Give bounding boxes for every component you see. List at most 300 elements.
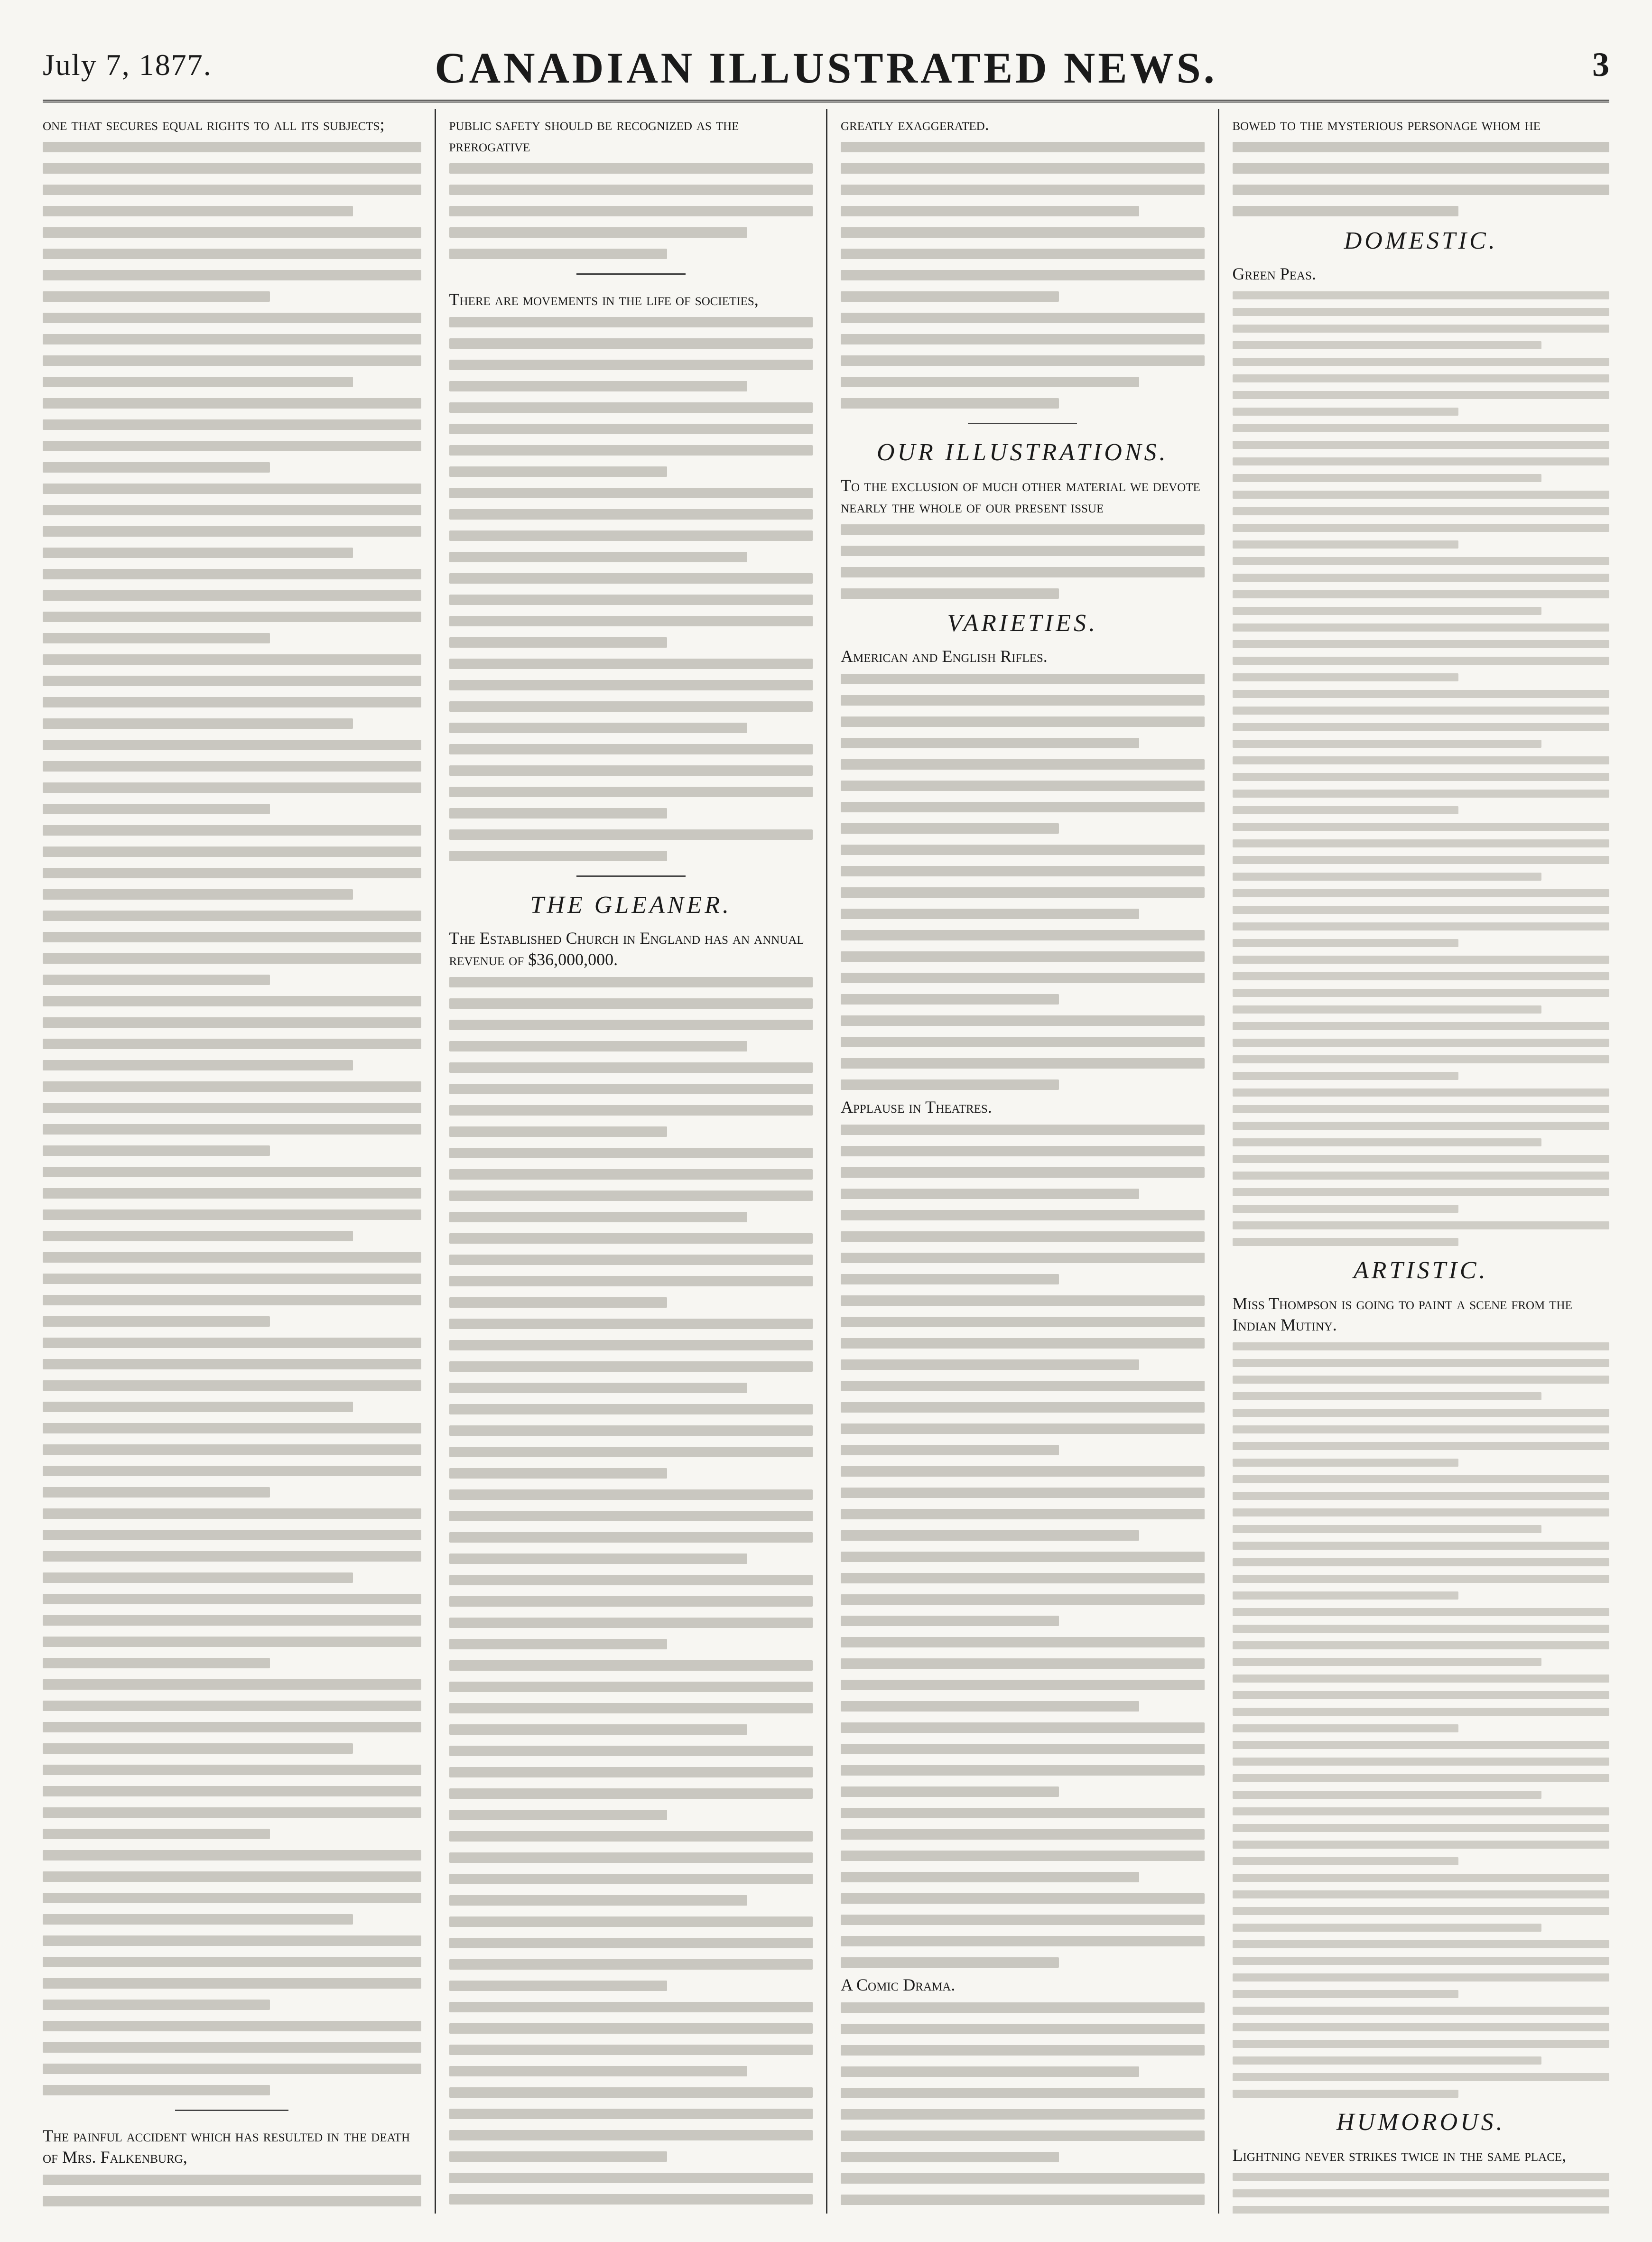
text-line-rule (841, 2088, 1205, 2098)
text-line-rule (1233, 1940, 1610, 1948)
text-line-rule (841, 1317, 1205, 1327)
text-line-rule (841, 1037, 1205, 1047)
text-line-rule (43, 1701, 421, 1711)
text-line-rule (841, 163, 1205, 174)
text-line-rule (449, 1062, 813, 1073)
text-line-rule (43, 313, 421, 323)
text-line-rule (449, 381, 748, 391)
text-line-rule (43, 740, 421, 750)
text-line-rule (449, 1767, 813, 1777)
text-line-rule (1233, 2040, 1610, 2048)
text-line-rule (449, 1404, 813, 1414)
text-line-rule (43, 163, 421, 174)
text-line-rule (841, 930, 1205, 940)
text-line-rule (1233, 1409, 1610, 1417)
text-line-rule (841, 2024, 1205, 2034)
text-line-rule (1233, 1691, 1610, 1699)
text-line-rule (1233, 1608, 1610, 1616)
text-line-rule (43, 996, 421, 1006)
text-line-rule (1233, 2007, 1610, 2015)
text-line-rule (1233, 989, 1610, 997)
text-line-rule (449, 1191, 813, 1201)
text-line-rule (1233, 1172, 1610, 1180)
text-line-rule (841, 1167, 1205, 1178)
text-line-rule (841, 291, 1059, 302)
text-line-rule (449, 1788, 813, 1799)
text-lines (43, 142, 421, 2095)
text-line-rule (841, 1058, 1205, 1069)
text-line-rule (449, 185, 813, 195)
text-line-rule (43, 633, 270, 643)
text-lines (841, 2002, 1205, 2214)
text-lines (1233, 1342, 1610, 2098)
text-line-rule (43, 355, 421, 366)
text-line-rule (449, 2023, 813, 2034)
text-line-rule (449, 1554, 748, 1564)
text-line-rule (1233, 1492, 1610, 1500)
text-line-rule (841, 1808, 1205, 1818)
text-line-rule (1233, 1138, 1541, 1146)
text-line-rule (43, 291, 270, 302)
text-line-rule (841, 759, 1205, 770)
text-line-rule (449, 1916, 813, 1927)
text-line-rule (43, 697, 421, 707)
text-lines (1233, 291, 1610, 1246)
gleaner-heading: THE GLEANER. (530, 892, 732, 919)
text-line-rule (43, 1594, 421, 1604)
text-line-rule (43, 1017, 421, 1028)
text-line-rule (43, 1765, 421, 1775)
column-2-lead: public safety should be recognized as the prerogative (449, 115, 739, 155)
text-line-rule (43, 2196, 421, 2206)
text-line-rule (1233, 1708, 1610, 1716)
column-4 (1218, 109, 1610, 2214)
text-line-rule (1233, 507, 1610, 515)
text-line-rule (449, 1041, 748, 1051)
text-line-rule (449, 249, 668, 259)
text-lines (841, 524, 1205, 599)
text-line-rule (841, 546, 1205, 556)
text-line-rule (841, 567, 1205, 577)
text-line-rule (449, 573, 813, 584)
text-line-rule (449, 1319, 813, 1329)
text-line-rule (1233, 673, 1459, 681)
text-line-rule (1233, 1039, 1610, 1047)
text-line-rule (449, 2109, 813, 2119)
text-line-rule (1233, 1442, 1610, 1450)
text-line-rule (1233, 1675, 1610, 1683)
text-line-rule (841, 1079, 1059, 1090)
text-line-rule (449, 1810, 668, 1820)
text-line-rule (841, 1573, 1205, 1583)
text-line-rule (841, 1786, 1059, 1797)
text-line-rule (841, 1957, 1059, 1968)
text-line-rule (43, 2175, 421, 2185)
text-line-rule (449, 1020, 813, 1030)
text-line-rule (841, 1616, 1059, 1626)
text-line-rule (43, 505, 421, 515)
text-line-rule (841, 2045, 1205, 2056)
text-line-rule (449, 1511, 813, 1521)
text-line-rule (841, 185, 1205, 195)
text-line-rule (449, 1575, 813, 1585)
text-line-rule (43, 911, 421, 921)
text-line-rule (1233, 1525, 1541, 1533)
text-line-rule (841, 1189, 1139, 1199)
text-line-rule (43, 1444, 421, 1455)
text-line-rule (449, 829, 813, 840)
text-line-rule (449, 2045, 813, 2055)
text-line-rule (1233, 1558, 1610, 1566)
text-line-rule (1233, 2206, 1610, 2214)
text-line-rule (449, 595, 813, 605)
text-line-rule (1233, 1741, 1610, 1749)
text-line-rule (449, 227, 748, 238)
text-line-rule (1233, 1957, 1610, 1965)
text-line-rule (43, 206, 353, 216)
text-line-rule (449, 2002, 813, 2012)
column-3-lead: greatly exaggerated. (841, 115, 989, 134)
text-line-rule (1233, 607, 1541, 615)
text-line-rule (841, 845, 1205, 855)
text-line-rule (1233, 1238, 1459, 1246)
text-line-rule (1233, 1641, 1610, 1649)
text-line-rule (1233, 956, 1610, 964)
text-line-rule (43, 676, 421, 686)
text-line-rule (449, 851, 668, 861)
text-line-rule (449, 1532, 813, 1543)
text-line-rule (841, 1231, 1205, 1242)
text-line-rule (1233, 1459, 1459, 1467)
text-line-rule (449, 2087, 813, 2098)
text-line-rule (449, 163, 813, 174)
section-divider (175, 2110, 288, 2111)
text-line-rule (449, 744, 813, 754)
text-line-rule (43, 419, 421, 430)
text-line-rule (1233, 1791, 1541, 1799)
text-line-rule (1233, 939, 1459, 947)
text-line-rule (841, 1445, 1059, 1455)
text-line-rule (43, 2000, 270, 2010)
text-line-rule (43, 782, 421, 793)
text-line-rule (841, 1893, 1205, 1904)
text-line-rule (43, 1807, 421, 1818)
text-line-rule (449, 1831, 813, 1842)
text-lines (43, 2175, 421, 2214)
text-line-rule (1233, 325, 1610, 333)
text-line-rule (841, 1872, 1139, 1882)
text-lines (841, 674, 1205, 1090)
text-line-rule (43, 334, 421, 344)
text-line-rule (841, 1359, 1139, 1370)
text-line-rule (43, 1380, 421, 1391)
text-line-rule (1233, 1221, 1610, 1229)
article-columns (43, 109, 1609, 2214)
text-line-rule (841, 334, 1205, 344)
text-line-rule (1233, 185, 1610, 195)
artistic-lead: Miss Thompson is going to paint a scene from the Indian Mutiny. (1232, 1294, 1572, 1334)
text-line-rule (449, 1233, 813, 1244)
text-line-rule (841, 2066, 1139, 2077)
text-line-rule (841, 1295, 1205, 1306)
text-line-rule (43, 1316, 270, 1327)
text-line-rule (1233, 540, 1459, 549)
text-line-rule (449, 360, 813, 370)
text-line-rule (43, 1978, 421, 1989)
text-line-rule (43, 185, 421, 195)
text-line-rule (1233, 690, 1610, 698)
text-line-rule (1233, 906, 1610, 914)
text-line-rule (841, 1530, 1139, 1541)
text-line-rule (841, 1722, 1205, 1733)
text-line-rule (449, 402, 813, 413)
text-line-rule (1233, 408, 1459, 416)
text-line-rule (841, 695, 1205, 706)
text-line-rule (449, 787, 813, 797)
text-line-rule (43, 1402, 353, 1412)
text-line-rule (449, 1169, 813, 1180)
text-line-rule (43, 1231, 353, 1241)
text-line-rule (449, 680, 813, 690)
text-line-rule (841, 951, 1205, 962)
text-line-rule (841, 377, 1139, 387)
text-line-rule (43, 1786, 421, 1796)
text-line-rule (1233, 424, 1610, 432)
text-line-rule (43, 804, 270, 814)
text-line-rule (449, 1468, 668, 1479)
text-line-rule (841, 206, 1139, 216)
text-line-rule (1233, 557, 1610, 565)
text-line-rule (1233, 2189, 1610, 2197)
text-line-rule (841, 1488, 1205, 1498)
domestic-heading: DOMESTIC. (1344, 227, 1498, 254)
text-line-rule (1233, 142, 1610, 152)
text-line-rule (43, 2085, 270, 2095)
text-line-rule (43, 1508, 421, 1519)
text-line-rule (43, 825, 421, 836)
text-line-rule (449, 723, 748, 733)
text-line-rule (1233, 2173, 1610, 2181)
text-line-rule (1233, 657, 1610, 665)
text-line-rule (43, 2064, 421, 2074)
text-line-rule (449, 1489, 813, 1500)
text-line-rule (43, 1893, 421, 1903)
text-line-rule (1233, 707, 1610, 715)
text-line-rule (841, 1381, 1205, 1391)
text-line-rule (841, 866, 1205, 876)
text-line-rule (449, 1447, 813, 1457)
text-line-rule (841, 2130, 1205, 2141)
text-line-rule (449, 977, 813, 987)
text-line-rule (43, 612, 421, 622)
text-line-rule (449, 1340, 813, 1350)
text-line-rule (43, 526, 421, 537)
text-line-rule (43, 1487, 270, 1498)
text-line-rule (1233, 1475, 1610, 1483)
text-line-rule (841, 1402, 1205, 1413)
text-line-rule (1233, 391, 1610, 399)
text-line-rule (1233, 1774, 1610, 1782)
text-line-rule (841, 802, 1205, 812)
text-line-rule (43, 2042, 421, 2053)
text-line-rule (1233, 1841, 1610, 1849)
text-line-rule (841, 1552, 1205, 1562)
text-lines (449, 977, 813, 2214)
text-line-rule (449, 530, 813, 541)
text-line-rule (449, 1297, 668, 1308)
text-line-rule (841, 994, 1059, 1005)
text-line-rule (1233, 291, 1610, 299)
text-line-rule (841, 674, 1205, 684)
text-line-rule (449, 317, 813, 327)
text-line-rule (841, 781, 1205, 791)
text-line-rule (43, 1572, 353, 1583)
text-line-rule (1233, 806, 1459, 814)
text-line-rule (449, 1959, 813, 1970)
illustrations-heading: OUR ILLUSTRATIONS. (876, 439, 1169, 466)
text-line-rule (1233, 1508, 1610, 1516)
column-1 (43, 109, 435, 2214)
text-line-rule (1233, 1392, 1541, 1400)
text-line-rule (841, 1680, 1205, 1690)
text-line-rule (449, 1703, 813, 1713)
text-line-rule (43, 847, 421, 857)
text-line-rule (449, 1852, 813, 1863)
text-line-rule (43, 1658, 270, 1668)
text-line-rule (43, 1722, 421, 1732)
text-line-rule (1233, 1874, 1610, 1882)
varieties-heading: VARIETIES. (947, 610, 1098, 637)
text-line-rule (1233, 922, 1610, 930)
text-line-rule (449, 2066, 748, 2076)
artistic-heading: ARTISTIC. (1353, 1257, 1488, 1284)
text-line-rule (841, 1146, 1205, 1156)
text-line-rule (841, 1338, 1205, 1349)
text-line-rule (1233, 640, 1610, 648)
text-line-rule (449, 1361, 813, 1372)
text-line-rule (43, 1274, 421, 1284)
text-line-rule (841, 270, 1205, 280)
text-line-rule (43, 1124, 421, 1135)
text-line-rule (841, 738, 1139, 748)
text-line-rule (1233, 2073, 1610, 2081)
text-line-rule (841, 1701, 1139, 1712)
text-line-rule (1233, 1055, 1610, 1063)
text-line-rule (1233, 1973, 1610, 1982)
text-line-rule (841, 1210, 1205, 1220)
text-line-rule (1233, 1155, 1610, 1163)
text-line-rule (1233, 1824, 1610, 1832)
text-line-rule (43, 1829, 270, 1839)
text-lines (1233, 142, 1610, 216)
text-line-rule (1233, 358, 1610, 366)
text-line-rule (1233, 457, 1610, 465)
text-line-rule (1233, 2023, 1610, 2031)
text-line-rule (1233, 1924, 1541, 1932)
text-line-rule (43, 441, 421, 451)
text-line-rule (449, 1105, 813, 1116)
text-line-rule (43, 932, 421, 942)
text-line-rule (1233, 1425, 1610, 1433)
text-line-rule (43, 270, 421, 280)
text-line-rule (1233, 1625, 1610, 1633)
text-line-rule (43, 1295, 421, 1305)
text-line-rule (449, 552, 748, 562)
text-line-rule (1233, 1005, 1541, 1014)
text-line-rule (841, 1915, 1205, 1925)
text-line-rule (841, 249, 1205, 259)
text-line-rule (43, 227, 421, 238)
text-line-rule (43, 718, 353, 729)
section-divider (576, 875, 686, 877)
column-1-item-2-lead: The painful accident which has resulted in the death of Mrs. Falkenburg, (43, 2126, 410, 2167)
text-line-rule (43, 1466, 421, 1476)
text-line-rule (1233, 723, 1610, 731)
text-line-rule (449, 765, 813, 776)
text-line-rule (841, 142, 1205, 152)
text-line-rule (43, 1060, 353, 1070)
humorous-heading: HUMOROUS. (1336, 2109, 1505, 2136)
text-line-rule (43, 975, 270, 985)
text-line-rule (449, 1255, 813, 1265)
text-line-rule (841, 1423, 1205, 1434)
text-line-rule (841, 1936, 1205, 1946)
text-line-rule (1233, 1724, 1459, 1732)
text-line-rule (43, 1914, 353, 1925)
text-line-rule (841, 716, 1205, 727)
text-line-rule (1233, 2090, 1459, 2098)
text-line-rule (841, 823, 1059, 834)
varieties-lead: American and English Rifles. (841, 647, 1048, 666)
text-line-rule (1233, 623, 1610, 632)
applause-lead: Applause in Theatres. (841, 1098, 992, 1116)
text-line-rule (43, 569, 421, 579)
column-2-item-2-lead: There are movements in the life of societies, (449, 290, 759, 309)
column-1-lead: one that secures equal rights to all its subjects; (43, 115, 385, 134)
text-line-rule (43, 1209, 421, 1220)
text-line-rule (43, 548, 353, 558)
text-line-rule (43, 142, 421, 152)
text-line-rule (1233, 524, 1610, 532)
text-line-rule (1233, 1575, 1610, 1583)
text-line-rule (1233, 1990, 1459, 1998)
text-line-rule (43, 1103, 421, 1113)
text-line-rule (43, 1935, 421, 1946)
domestic-lead: Green Peas. (1232, 264, 1317, 283)
text-line-rule (449, 1618, 813, 1628)
text-line-rule (449, 701, 813, 712)
text-line-rule (449, 998, 813, 1009)
text-line-rule (1233, 1376, 1610, 1384)
text-line-rule (449, 1682, 813, 1692)
text-line-rule (43, 1679, 421, 1690)
text-line-rule (841, 524, 1205, 535)
text-line-rule (449, 1425, 813, 1436)
text-line-rule (449, 1724, 748, 1735)
page-number: 3 (1592, 46, 1609, 84)
section-divider (576, 273, 686, 275)
section-divider (968, 423, 1077, 424)
text-line-rule (449, 1981, 668, 1991)
text-line-rule (43, 1167, 421, 1177)
text-line-rule (449, 206, 813, 216)
text-line-rule (1233, 1542, 1610, 1550)
text-line-rule (841, 1851, 1205, 1861)
text-line-rule (43, 1551, 421, 1562)
text-line-rule (1233, 823, 1610, 831)
text-line-rule (1233, 740, 1541, 748)
text-line-rule (43, 590, 421, 601)
